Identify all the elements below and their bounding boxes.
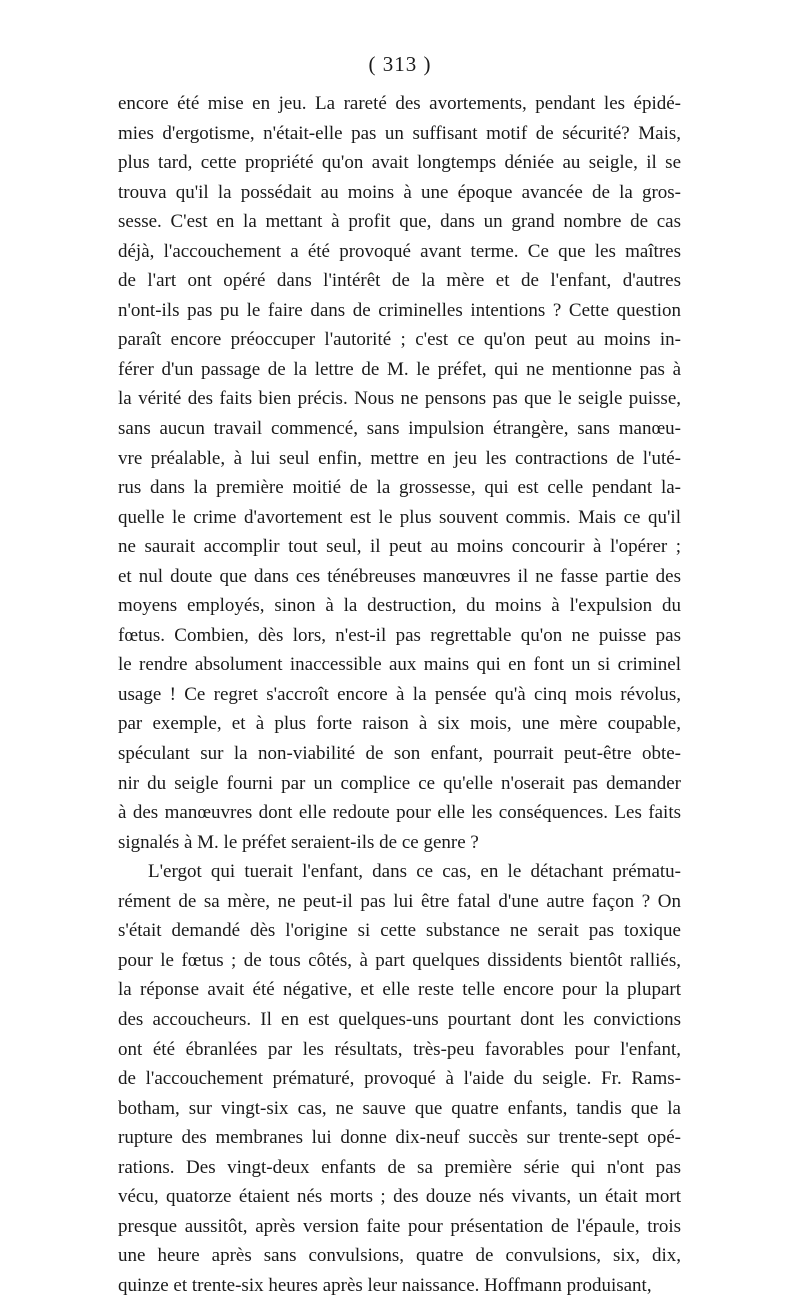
text-line: presque aussitôt, après version faite pour présentation de l'épaule, trois	[118, 1215, 681, 1237]
text-line: férer d'un passage de la lettre de M. le préfet, qui ne mentionne pas à	[118, 358, 681, 380]
paragraph-1	[118, 89, 681, 857]
text-line: par exemple, et à plus forte raison à six mois, une mère coupable,	[118, 713, 681, 735]
text-line: la réponse avait été négative, et elle reste telle encore pour la plupart	[118, 979, 681, 1001]
text-line: fœtus. Combien, dès lors, n'est-il pas regrettable qu'on ne puisse pas	[118, 624, 681, 646]
text-line: des accoucheurs. Il en est quelques-uns pourtant dont les convictions	[118, 1008, 681, 1030]
text-line: de l'accouchement prématuré, provoqué à l'aide du seigle. Fr. Rams-	[118, 1068, 681, 1090]
text-line: sans aucun travail commencé, sans impulsion étrangère, sans manœu-	[118, 418, 681, 440]
text-line: une heure après sans convulsions, quatre de convulsions, six, dix,	[118, 1245, 681, 1267]
page-number: ( 313 )	[368, 52, 432, 76]
text-line: ne saurait accomplir tout seul, il peut au moins concourir à l'opérer ;	[118, 536, 681, 558]
text-line: le rendre absolument inaccessible aux mains qui en font un si criminel	[118, 654, 681, 676]
text-line: ont été ébranlées par les résultats, très-peu favorables pour l'enfant,	[118, 1038, 681, 1060]
text-line: L'ergot qui tuerait l'enfant, dans ce cas, en le détachant prématu-	[148, 861, 681, 883]
text-line: mies d'ergotisme, n'était-elle pas un suffisant motif de sécurité? Mais,	[118, 122, 681, 144]
text-line: moyens employés, sinon à la destruction, du moins à l'expulsion du	[118, 595, 681, 617]
text-line: et nul doute que dans ces ténébreuses manœuvres il ne fasse partie des	[118, 565, 681, 587]
text-line: quinze et trente-six heures après leur naissance. Hoffmann produisant,	[118, 1274, 652, 1296]
text-line: n'ont-ils pas pu le faire dans de criminelles intentions ? Cette question	[118, 299, 681, 321]
text-line: spéculant sur la non-viabilité de son enfant, pourrait peut-être obte-	[118, 743, 681, 765]
text-line: vre préalable, à lui seul enfin, mettre en jeu les contractions de l'uté-	[118, 447, 681, 469]
text-line: pour le fœtus ; de tous côtés, à part quelques dissidents bientôt ralliés,	[118, 949, 681, 971]
text-line: rément de sa mère, ne peut-il pas lui être fatal d'une autre façon ? On	[118, 890, 681, 912]
text-line: à des manœuvres dont elle redoute pour elle les conséquences. Les faits	[118, 802, 681, 824]
text-line: rupture des membranes lui donne dix-neuf succès sur trente-sept opé-	[118, 1127, 681, 1149]
text-line: trouva qu'il la possédait au moins à une époque avancée de la gros-	[118, 181, 681, 203]
text-line: la vérité des faits bien précis. Nous ne pensons pas que le seigle puisse,	[118, 388, 681, 410]
text-line: paraît encore préoccuper l'autorité ; c'est ce qu'on peut au moins in-	[118, 329, 681, 351]
text-line: signalés à M. le préfet seraient-ils de ce genre ?	[118, 831, 479, 853]
text-line: quelle le crime d'avortement est le plus souvent commis. Mais ce qu'il	[118, 506, 681, 528]
text-line: vécu, quatorze étaient nés morts ; des douze nés vivants, un était mort	[118, 1186, 681, 1208]
text-line: rations. Des vingt-deux enfants de sa première série qui n'ont pas	[118, 1156, 681, 1178]
text-line: encore été mise en jeu. La rareté des avortements, pendant les épidé-	[118, 93, 681, 114]
body-text	[118, 89, 681, 1300]
text-line: usage ! Ce regret s'accroît encore à la pensée qu'à cinq mois révolus,	[118, 683, 681, 705]
paragraph-2	[118, 857, 681, 1300]
text-line: sesse. C'est en la mettant à profit que, dans un grand nombre de cas	[118, 211, 681, 233]
text-line: nir du seigle fourni par un complice ce qu'elle n'oserait pas demander	[118, 772, 681, 794]
text-line: rus dans la première moitié de la grossesse, qui est celle pendant la-	[118, 477, 681, 499]
text-line: botham, sur vingt-six cas, ne sauve que quatre enfants, tandis que la	[118, 1097, 681, 1119]
text-line: déjà, l'accouchement a été provoqué avant terme. Ce que les maîtres	[118, 240, 681, 262]
text-line: de l'art ont opéré dans l'intérêt de la mère et de l'enfant, d'autres	[118, 270, 681, 292]
text-line: s'était demandé dès l'origine si cette substance ne serait pas toxique	[118, 920, 681, 942]
text-line: plus tard, cette propriété qu'on avait longtemps déniée au seigle, il se	[118, 152, 681, 174]
